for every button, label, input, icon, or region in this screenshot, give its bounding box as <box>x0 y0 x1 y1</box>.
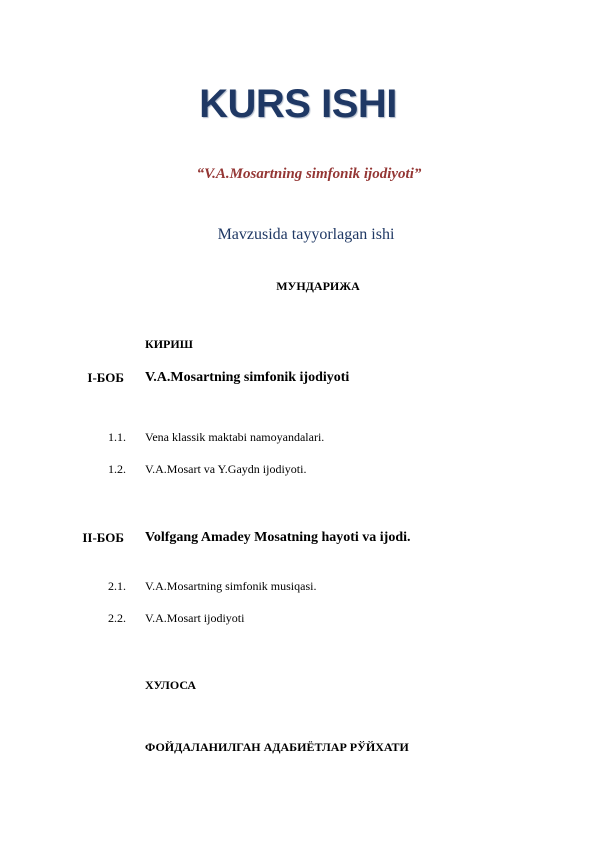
document-caption: Mavzusida tayyorlagan ishi <box>217 226 395 243</box>
document-subtitle: “V.A.Mosartning simfonik ijodiyoti” <box>196 166 422 182</box>
toc-section-number: 1.1. <box>108 430 126 444</box>
toc-chapter-2-number: II-БОБ <box>82 530 124 545</box>
toc-section-number: 2.2. <box>108 611 126 625</box>
toc-references-label: ФОЙДАЛАНИЛГАН АДАБИЁТЛАР РЎЙХАТИ <box>145 740 409 754</box>
toc-chapter-1-title: V.A.Mosartning simfonik ijodiyoti <box>145 370 350 385</box>
toc-chapter-1-number: I-БОБ <box>87 370 124 385</box>
toc-conclusion-label: ХУЛОСА <box>145 678 197 692</box>
toc-heading: МУНДАРИЖА <box>276 279 360 293</box>
toc-chapter-2-title: Volfgang Amadey Mosatning hayoti va ijodi. <box>145 530 411 545</box>
toc-section-number: 1.2. <box>108 462 126 476</box>
toc-section-title: V.A.Mosartning simfonik musiqasi. <box>145 579 317 593</box>
toc-section-title: Vena klassik maktabi namoyandalari. <box>145 430 325 444</box>
document-title: KURS ISHI <box>199 82 397 126</box>
toc-section-number: 2.1. <box>108 579 126 593</box>
toc-section-title: V.A.Mosart va Y.Gaydn ijodiyoti. <box>145 462 307 476</box>
toc-section-title: V.A.Mosart ijodiyoti <box>145 611 245 625</box>
toc-intro-label: КИРИШ <box>145 337 193 351</box>
